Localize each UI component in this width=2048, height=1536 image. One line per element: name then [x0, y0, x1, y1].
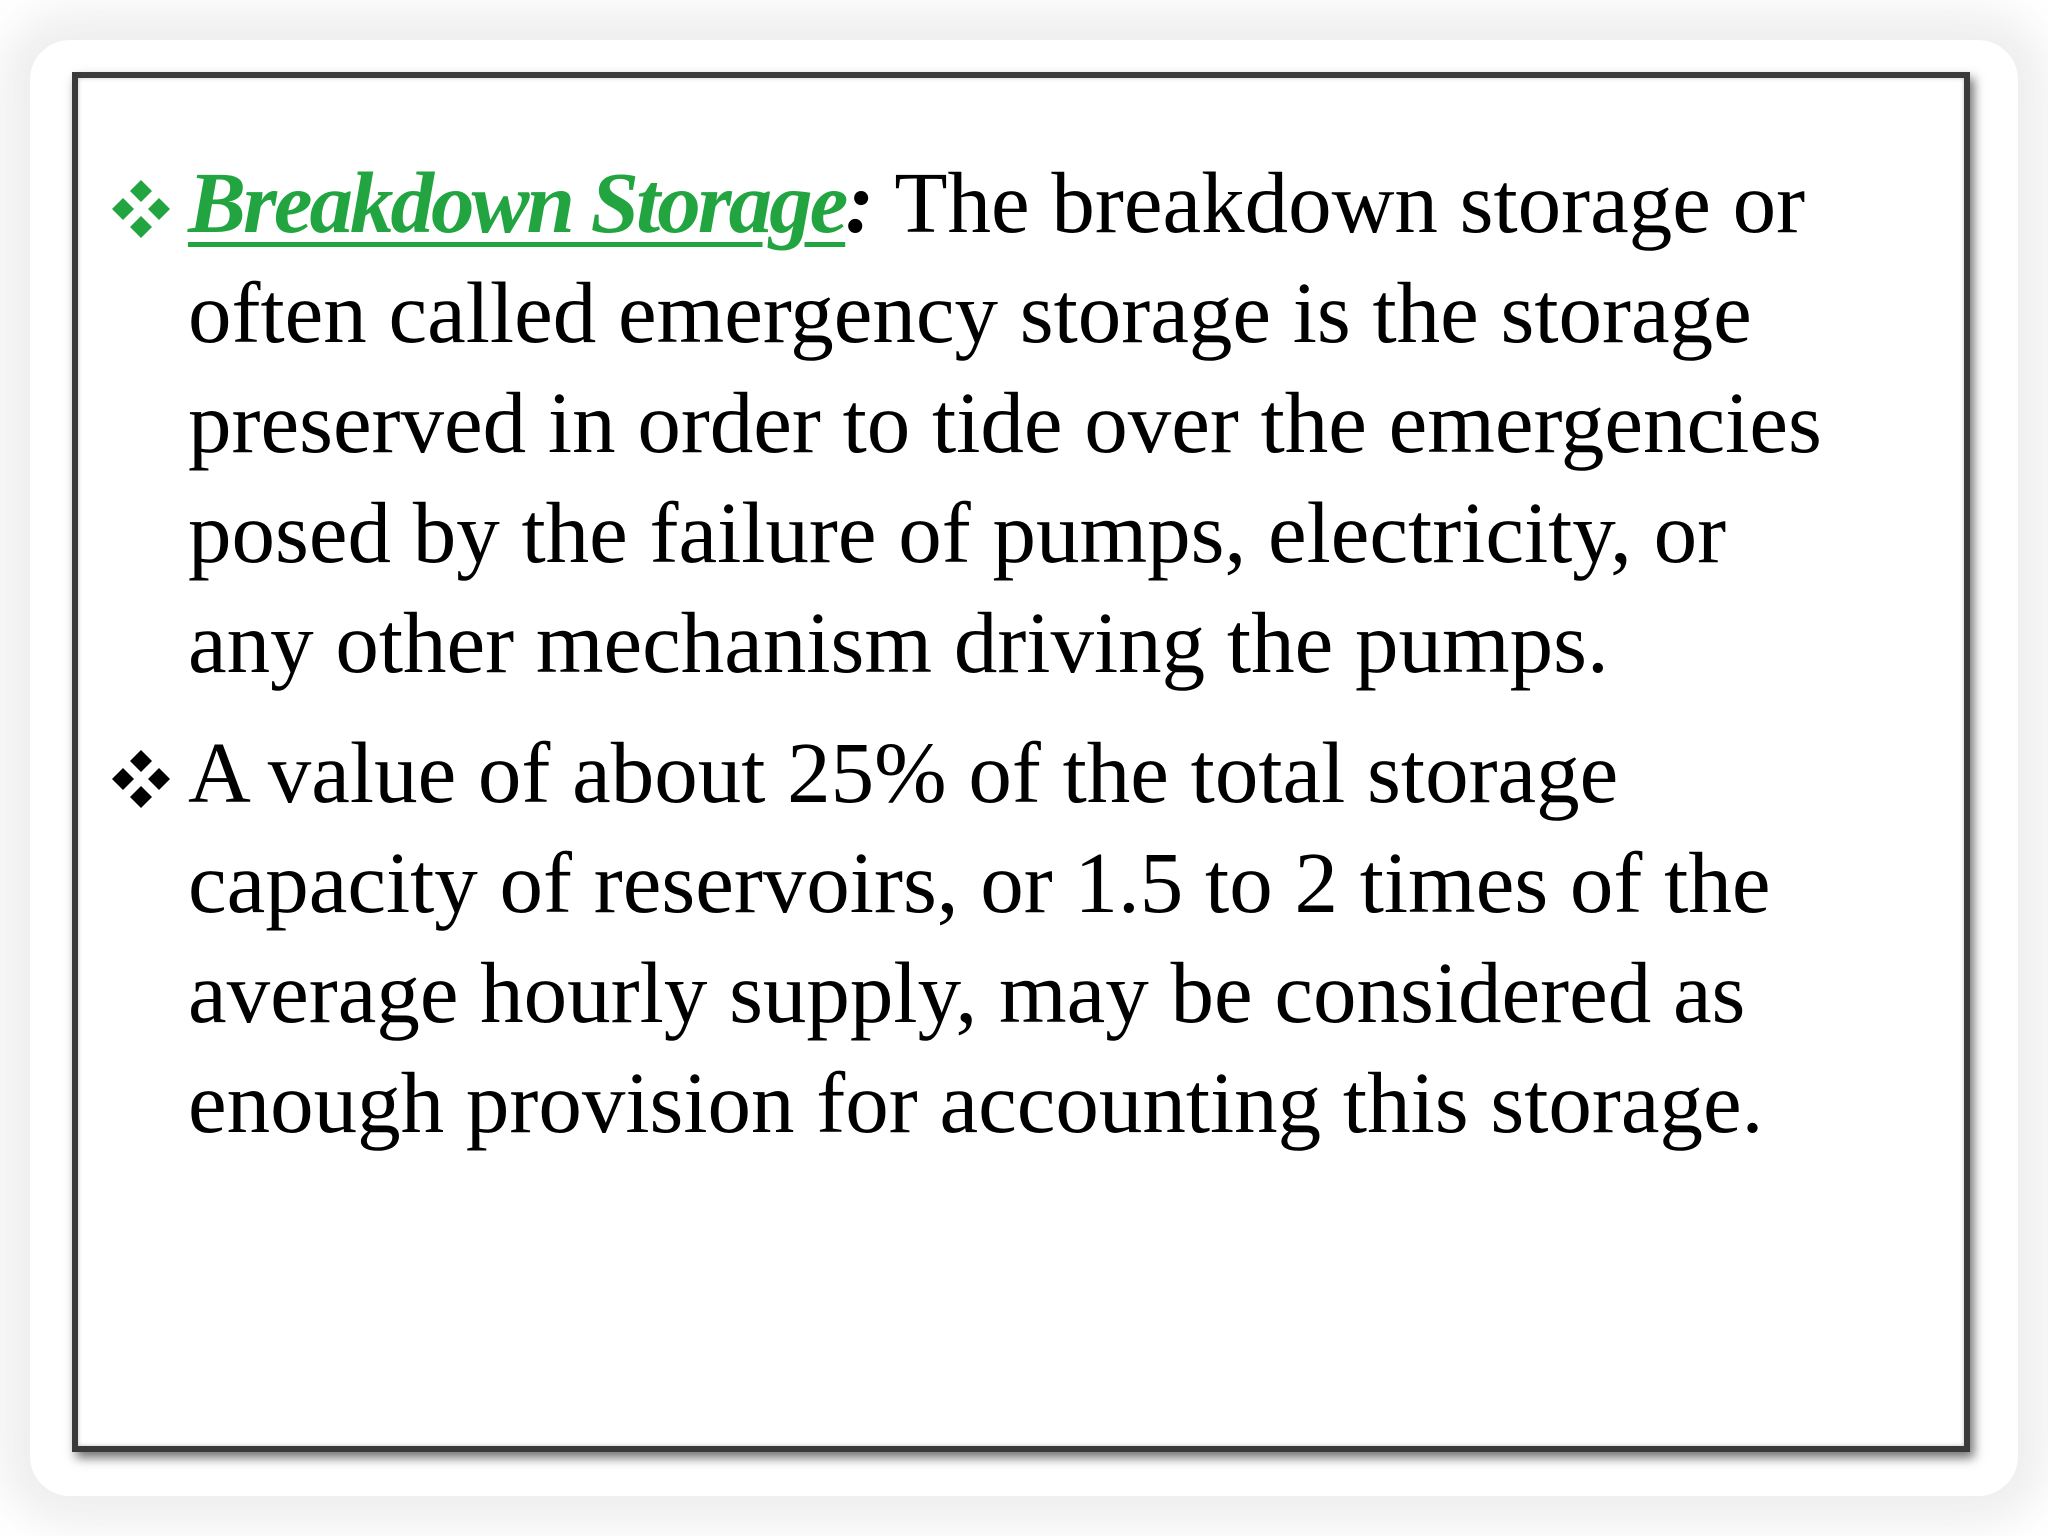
- bullet-line: [188, 148, 1910, 258]
- bullet-line: posed by the failure of pumps, electricity, or: [188, 484, 1727, 581]
- bullet-line: preserved in order to tide over the emergencies: [188, 374, 1822, 471]
- line-text: The breakdown storage or: [874, 154, 1806, 251]
- diamond-four-bullet-icon: [110, 748, 172, 810]
- term-breakdown-storage: Breakdown Storage: [188, 154, 846, 251]
- bullet-line: enough provision for accounting this storage.: [188, 1054, 1764, 1151]
- bullet-line: capacity of reservoirs, or 1.5 to 2 times of the: [188, 834, 1771, 931]
- bullet-line: often called emergency storage is the storage: [188, 264, 1752, 361]
- bullet-line: A value of about 25% of the total storage: [188, 724, 1619, 821]
- bullet-line: any other mechanism driving the pumps.: [188, 594, 1609, 691]
- bullet-text: [188, 148, 1910, 698]
- bullet-line: average hourly supply, may be considered as: [188, 944, 1746, 1041]
- bullet-storage-value: [110, 718, 1910, 1158]
- term-separator: :: [845, 154, 875, 251]
- bullet-text: [188, 718, 1910, 1158]
- bullet-breakdown-storage: [110, 148, 1910, 698]
- diamond-four-bullet-icon: [110, 178, 172, 240]
